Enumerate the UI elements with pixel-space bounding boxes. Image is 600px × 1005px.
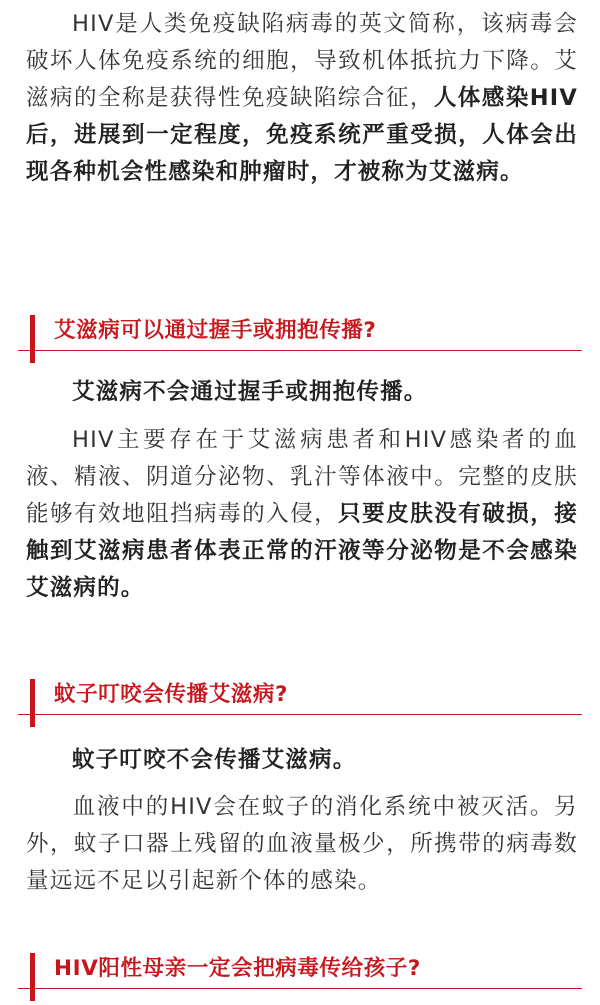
heading-title: HIV阳性母亲一定会把病毒传给孩子?: [54, 956, 421, 981]
section-heading-mother: [18, 951, 582, 1001]
section-answer-handshake: [26, 374, 578, 411]
heading-accent-bar: [30, 315, 35, 363]
body-text: HIV主要存在于艾滋病患者和HIV感染者的血液、精液、阴道分泌物、乳汁等体液中。完整的皮肤能够有效地阻挡病毒的入侵，: [26, 427, 578, 527]
intro-paragraph: [26, 6, 578, 191]
answer-text: 艾滋病不会通过握手或拥抱传播。: [72, 379, 428, 405]
heading-title: 艾滋病可以通过握手或拥抱传播?: [54, 318, 377, 343]
intro-text: HIV是人类免疫缺陷病毒的英文简称，该病毒会破坏人体免疫系统的细胞，导致机体抵抗力下降。艾滋病的全称是获得性免疫缺陷综合征，: [26, 11, 578, 111]
intro-bold-text: 人体感染HIV后，进展到一定程度，免疫系统严重受损，人体会出现各种机会性感染和肿瘤时，才被称为艾滋病。: [26, 85, 578, 185]
heading-underline: [18, 714, 582, 715]
heading-accent-bar: [30, 953, 35, 1001]
heading-underline: [18, 350, 582, 351]
body-text: 血液中的HIV会在蚊子的消化系统中被灭活。另外，蚊子口器上残留的血液量极少，所携带的病毒数量远远不足以引起新个体的感染。: [26, 794, 578, 894]
section-heading-mosquito: [18, 677, 582, 727]
heading-underline: [18, 988, 582, 989]
section-body-handshake: [26, 422, 578, 607]
heading-title: 蚊子叮咬会传播艾滋病?: [54, 682, 289, 707]
section-heading-handshake: [18, 313, 582, 363]
answer-text: 蚊子叮咬不会传播艾滋病。: [72, 747, 357, 773]
body-bold-text: 只要皮肤没有破损，接触到艾滋病患者体表正常的汗液等分泌物是不会感染艾滋病的。: [26, 501, 578, 601]
section-answer-mosquito: [26, 742, 578, 779]
heading-accent-bar: [30, 679, 35, 727]
section-body-mosquito: [26, 789, 578, 900]
